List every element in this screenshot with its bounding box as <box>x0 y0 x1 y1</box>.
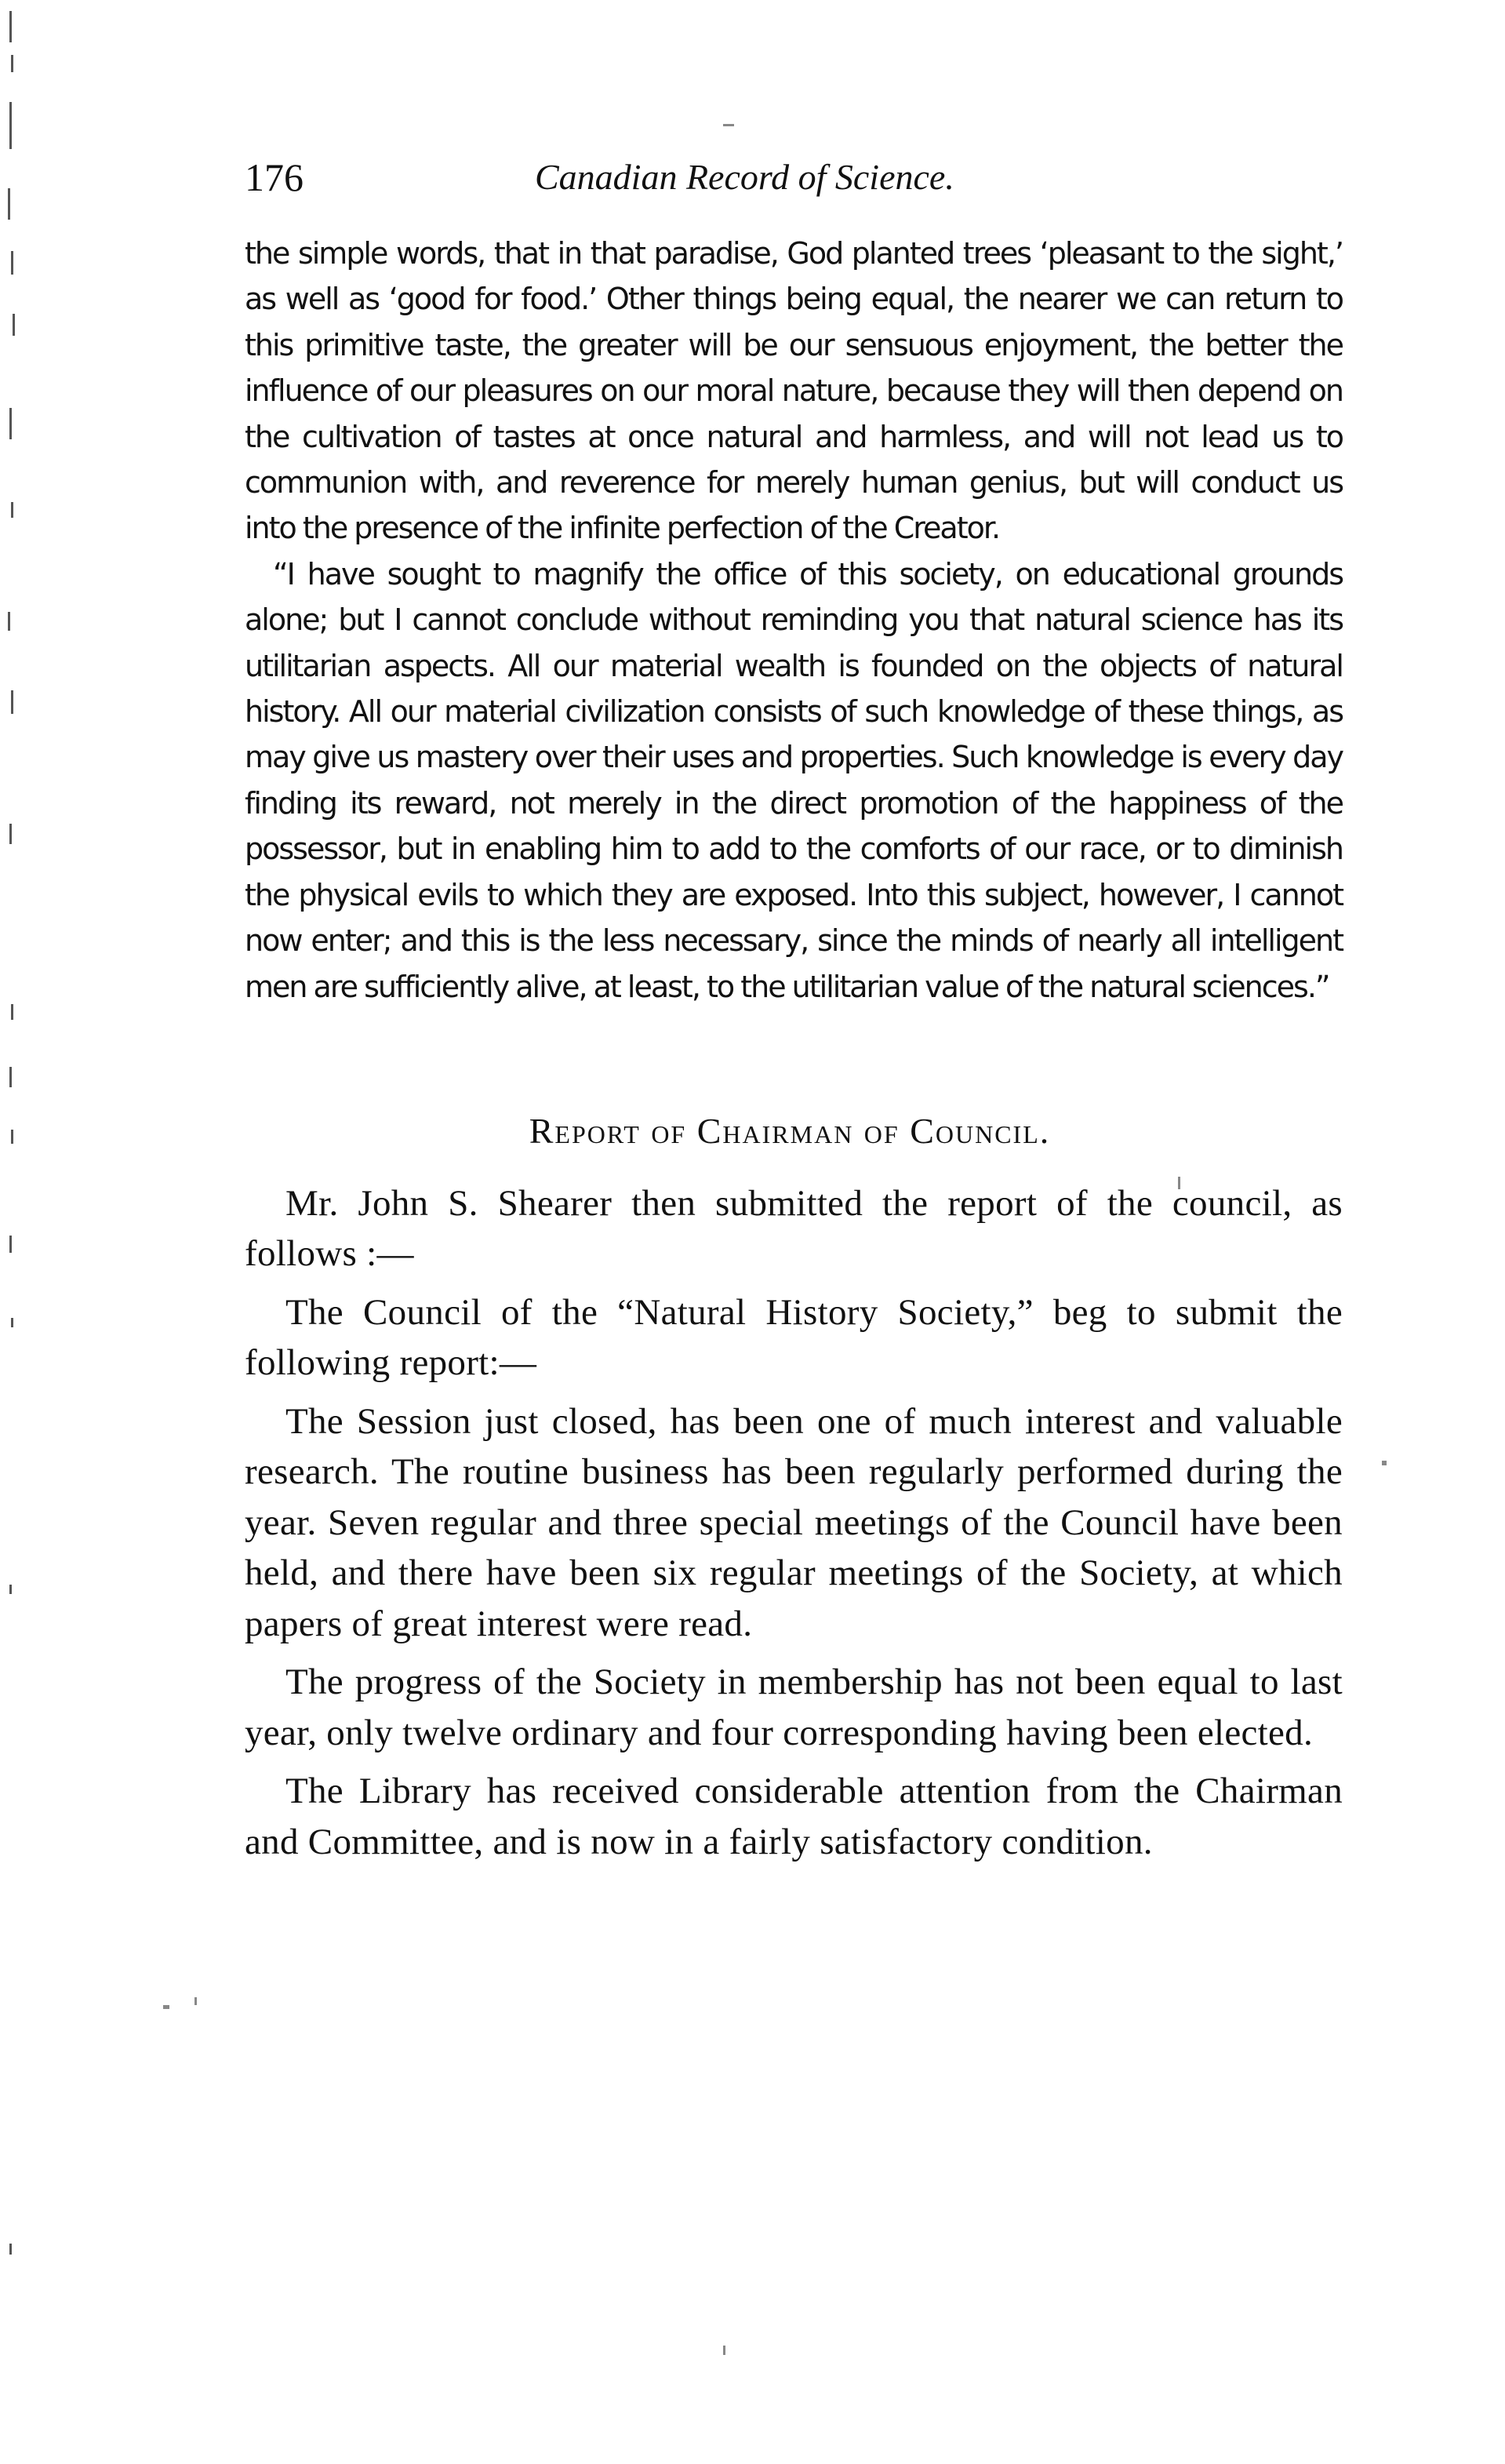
quoted-address <box>245 231 1343 1010</box>
report-paragraph-intro: Mr. John S. Shearer then submitted the report of the council, as follows :— <box>245 1182 1343 1275</box>
book-page <box>245 154 1343 1875</box>
page-header <box>245 154 1343 217</box>
page-number: 176 <box>245 155 304 199</box>
scan-speck-right <box>1382 1461 1387 1465</box>
scan-speck-top <box>723 124 734 126</box>
scan-speck-left <box>163 2005 169 2009</box>
section-heading: Report of Chairman of Council. <box>529 1110 1051 1151</box>
running-title: Canadian Record of Science. <box>535 157 954 197</box>
quote-paragraph-continued: the simple words, that in that paradise, God planted trees ‘pleasant to the sight,’ as well as ‘good for food.’ Other things being equal, the nearer we can return to this primitive taste, the greater will be our sensuous enjoyment, the better the influence of our pleasures on our moral nature, because they will then depend on the cultivation of tastes at once natural and harmless, and will not lead us to communion with, and reverence for merely human genius, but will conduct us into the presence of the infinite perfection of the Creator. <box>245 236 1343 546</box>
report-paragraph-membership: The progress of the Society in membership has not been equal to last year, only twelve ordinary and four corresponding having been elected. <box>245 1661 1343 1753</box>
quote-paragraph-utilitarian: “I have sought to magnify the office of this society, on educational grounds alone; but I cannot conclude without reminding you that natural science has its utilitarian aspects. All our material wealth is founded on the objects of natural history. All our material civilization consists of such knowledge of these things, as may give us mastery over their uses and properties. Such knowledge is every day finding its reward, not merely in the direct promotion of the happiness of the possessor, but in enabling him to add to the comforts of our race, or to diminish the physical evils to which they are exposed. Into this subject, however, I cannot now enter; and this is the less necessary, since the minds of nearly all intelligent men are sufficiently alive, at least, to the utilitarian value of the natural sciences.” <box>245 556 1343 1004</box>
report-paragraph-council: The Council of the “Natural History Society,” beg to submit the following report:— <box>245 1291 1343 1384</box>
report-paragraph-session: The Session just closed, has been one of much interest and valuable research. The routine business has been regularly performed during the year. Seven regular and three special meetings of the Council have been held, and there have been six regular meetings of the Society, at which papers of great interest were read. <box>245 1400 1343 1644</box>
scan-speck-bottom <box>723 2346 725 2355</box>
council-report <box>245 1178 1343 1868</box>
report-paragraph-library: The Library has received considerable attention from the Chairman and Committee, and is now in a fairly satisfactory condition. <box>245 1771 1343 1862</box>
scan-margin-artifacts <box>0 0 31 2464</box>
scan-speck-left-2 <box>194 1997 197 2005</box>
